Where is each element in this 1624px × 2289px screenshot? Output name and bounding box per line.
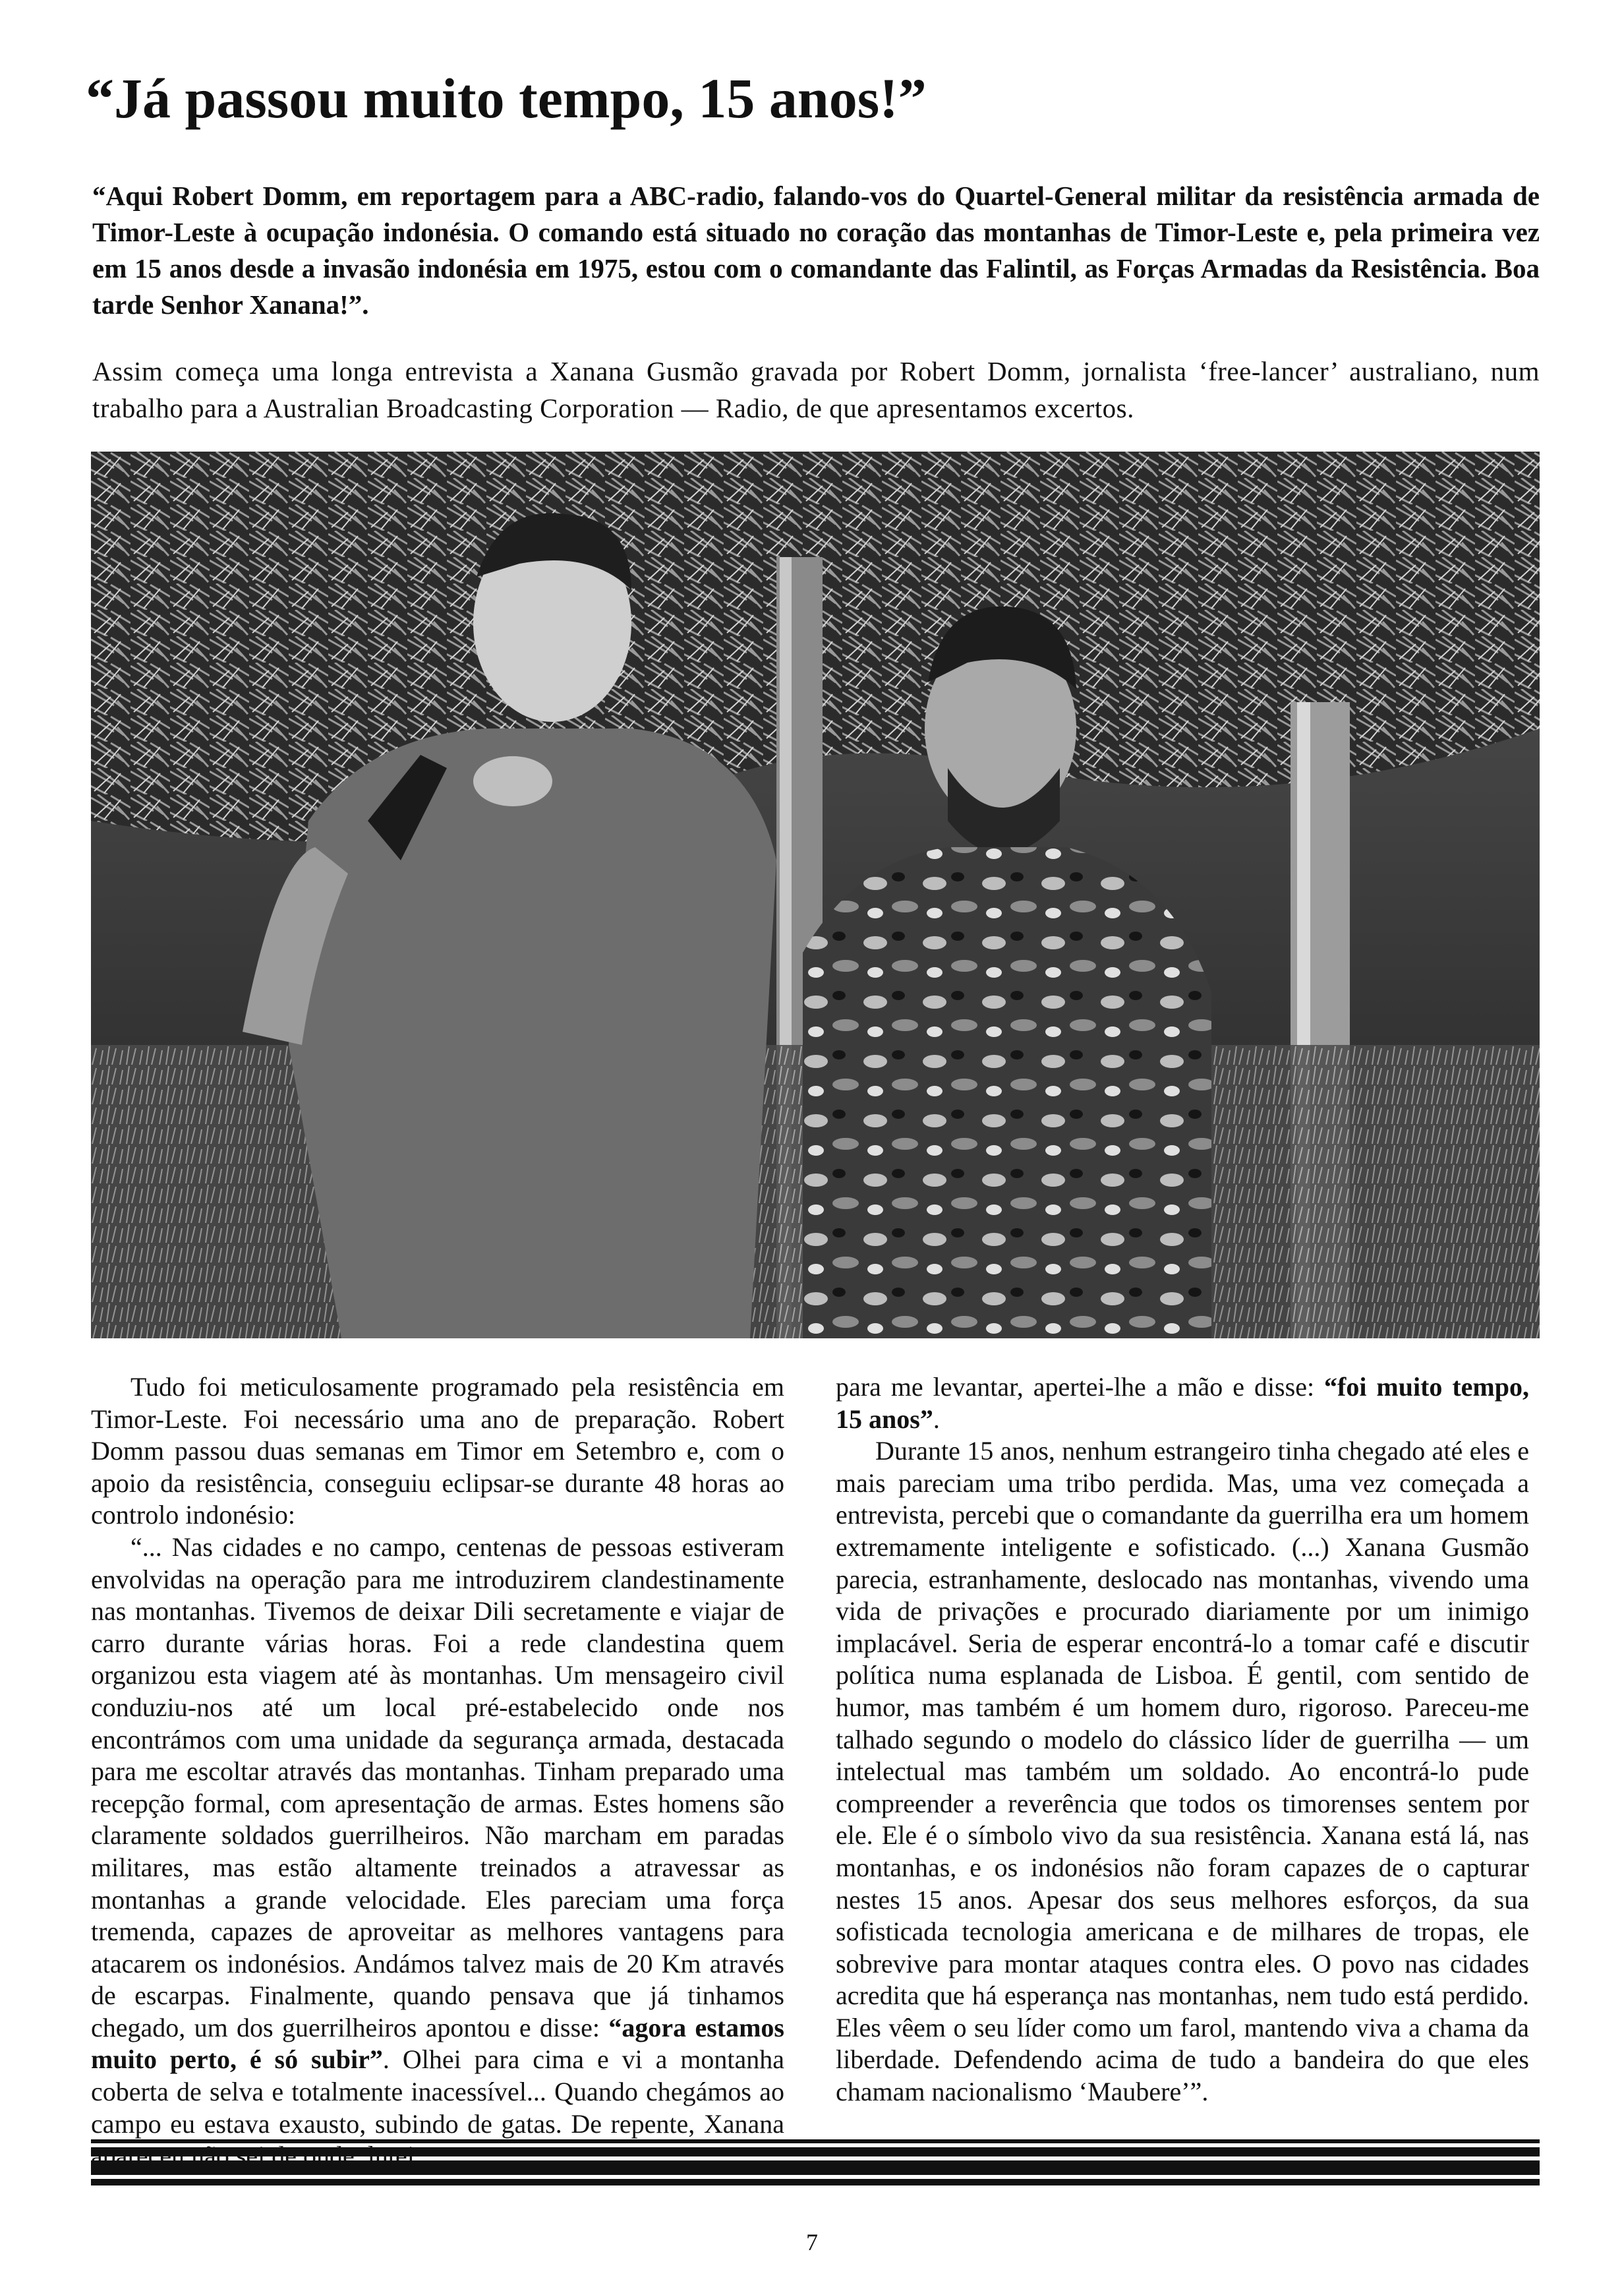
paragraph: Tudo foi meticulosamente programado pela resistência em Timor-Leste. Foi necessário uma ano de preparação. Robert Domm passou duas semanas em Timor em Setembro e, com o apoio da resistência, conseguiu eclipsar-se durante 48 horas ao controlo indonésio: <box>91 1372 784 1530</box>
footer-rule <box>91 2179 1540 2185</box>
paragraph-text: . Olhei para cima e vi a montanha coberta de selva e totalmente inacessível... Quando chegámos ao campo eu estava exausto, subindo de gatas. De repente, Xanana <box>91 2044 784 2139</box>
paragraph-text: para me levantar, apertei-lhe a mão e disse: <box>836 1372 1325 1402</box>
paragraph-continuation <box>836 1371 1529 1435</box>
paragraph: Durante 15 anos, nenhum estrangeiro tinha chegado até eles e mais pareciam uma tribo perdida. Mas, uma vez começada a entrevista, percebi que o comandante da guerrilha era um homem extremamente inteligente e sofisticado. (...) Xanana Gusmão parecia, estranhamente, deslocado nas montanhas, vivendo uma vida de privações e procurado diariamente por um inimigo implacável. Seria de esperar encontrá-lo a tomar café e discutir política numa esplanada de Lisboa. É gentil, com sentido de humor, mas também é um homem duro, rigoroso. Pareceu-me talhado segundo o modelo do clássico líder de guerrilha — um intelectual mas também um soldado. Ao encontrá-lo pude compreender a reverência que todos os timorenses sentem por ele. Ele é o símbolo vivo da sua resistência. Xanana está lá, nas montanhas, e os indonésios não foram capazes de o capturar nestes 15 anos. Apesar dos seus melhores esforços, da sua sofisticada tecnologia americana e de milhares de tropas, ele sobrevive para montar ataques contra eles. O povo nas cidades acredita que há esperança nas montanhas, nem tudo está perdido. Eles vêem o seu líder como um farol, mantendo viva a chama da liberdade. Defendendo acima de tudo a bandeira do que eles chamam nacionalismo ‘Maubere’”. <box>836 1436 1529 2107</box>
footer-rule <box>91 2139 1540 2143</box>
article-lead: Assim começa uma longa entrevista a Xanana Gusmão gravada por Robert Domm, jornalista ‘free-lancer’ australiano, num trabalho para a Australian Broadcasting Corporation — Radio, de que apresentamos excertos. <box>92 356 1540 423</box>
quote-bold: “agora estamos muito perto, é só subir” <box>91 2012 784 2075</box>
footer-rule <box>91 2147 1540 2156</box>
photo-two-men-thatched-hut <box>91 452 1540 1338</box>
paragraph-text: . <box>933 1404 940 1434</box>
footer-rules <box>91 2139 1540 2185</box>
photo-illustration <box>91 452 1540 1338</box>
paragraph-text: “... Nas cidades e no campo, centenas de pessoas estiveram envolvidas na operação para me introduzirem clandestinamente nas montanhas. Tivemos de deixar Dili secretamente e viajar de carro durante várias horas. Foi a rede clandestina quem organizou esta viagem até às montanhas. Um mensageiro civil conduziu-nos até um local pré-estabelecido onde nos encontrámos com uma unidade da segurança armada, destacada para me escoltar através das montanhas. Tinham preparado uma recepção formal, com apresentação de armas. Estes homens são claramente soldados guerrilheiros. Não marcham em paradas militares, mas estão altamente treinados a atravessar as montanhas a grande velocidade. Eles pareciam uma força tremenda, capazes de aproveitar as melhores vantagens para atacarem os indonésios. Andámos talvez mais de 20 Km através de escarpas. Finalmente, quando pensava que já tinhamos chegado, um dos guerrilheiros apontou e disse: <box>91 1531 784 2042</box>
left-column <box>91 1371 784 2172</box>
paragraph-quote <box>91 1531 784 2172</box>
right-column <box>836 1371 1529 2108</box>
article-title: “Já passou muito tempo, 15 anos!” <box>86 67 927 130</box>
quote-bold: “foi muito tempo, 15 anos” <box>836 1372 1529 1434</box>
article-intro: “Aqui Robert Domm, em reportagem para a ABC-radio, falando-vos do Quartel-General militar da resistência armada de Timor-Leste à ocupação indonésia. O comando está situado no coração das montanhas de Timor-Leste e, pela primeira vez em 15 anos desde a invasão indonésia em 1975, estou com o comandante das Falintil, as Forças Armadas da Resistência. Boa tarde Senhor Xanana!”. <box>92 181 1540 320</box>
page-number: 7 <box>806 2229 818 2255</box>
footer-rule <box>91 2160 1540 2175</box>
